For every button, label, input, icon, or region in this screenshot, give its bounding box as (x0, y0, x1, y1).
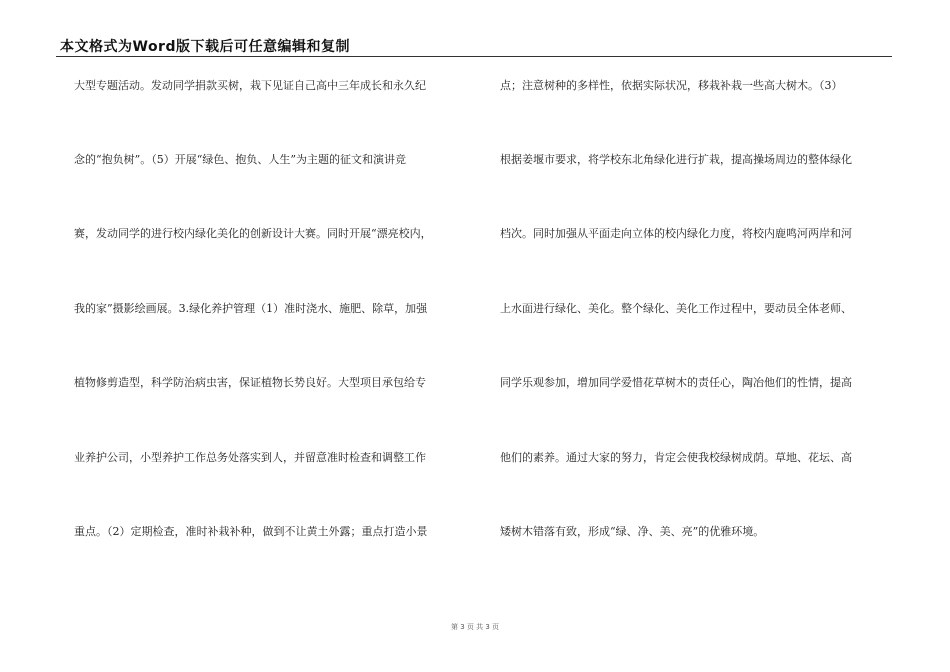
page-number: 第 3 页 共 3 页 (450, 623, 500, 631)
text-line: 重点。（2）定期检查，准时补栽补种，做到不让黄土外露；重点打造小景 (74, 525, 428, 538)
text-line: 点；注意树种的多样性，依据实际状况，移栽补栽一些高大树木。（3） (500, 79, 843, 92)
text-line: 业养护公司，小型养护工作总务处落实到人，并留意准时检查和调整工作 (74, 451, 426, 464)
document-header-title: 本文格式为Word版下载后可任意编辑和复制 (60, 39, 350, 55)
text-line: 赛，发动同学的进行校内绿化美化的创新设计大赛。同时开展“漂亮校内， (74, 227, 432, 240)
header-divider (56, 56, 892, 57)
text-line: 档次。同时加强从平面走向立体的校内绿化力度，将校内鹿鸣河两岸和河 (500, 227, 852, 240)
text-line: 植物修剪造型，科学防治病虫害，保证植物长势良好。大型项目承包给专 (74, 376, 426, 389)
text-line: 念的“抱负树”。（5）开展“绿色、抱负、人生”为主题的征文和演讲竞 (74, 153, 406, 166)
text-line: 矮树木错落有致，形成“绿、净、美、亮”的优雅环境。 (500, 525, 765, 538)
text-line: 根据姜堰市要求，将学校东北角绿化进行扩栽，提高操场周边的整体绿化 (500, 153, 852, 166)
text-line: 同学乐观参加，增加同学爱惜花草树木的责任心，陶冶他们的性情，提高 (500, 376, 852, 389)
text-line: 他们的素养。通过大家的努力，肯定会使我校绿树成荫。草地、花坛、高 (500, 451, 852, 464)
text-line: 上水面进行绿化、美化。整个绿化、美化工作过程中，要动员全体老师、 (500, 302, 852, 315)
text-line: 大型专题活动。发动同学捐款买树，栽下见证自己高中三年成长和永久纪 (74, 79, 426, 92)
text-line: 我的家”摄影绘画展。3.绿化养护管理（1）准时浇水、施肥、除草，加强 (74, 302, 428, 315)
